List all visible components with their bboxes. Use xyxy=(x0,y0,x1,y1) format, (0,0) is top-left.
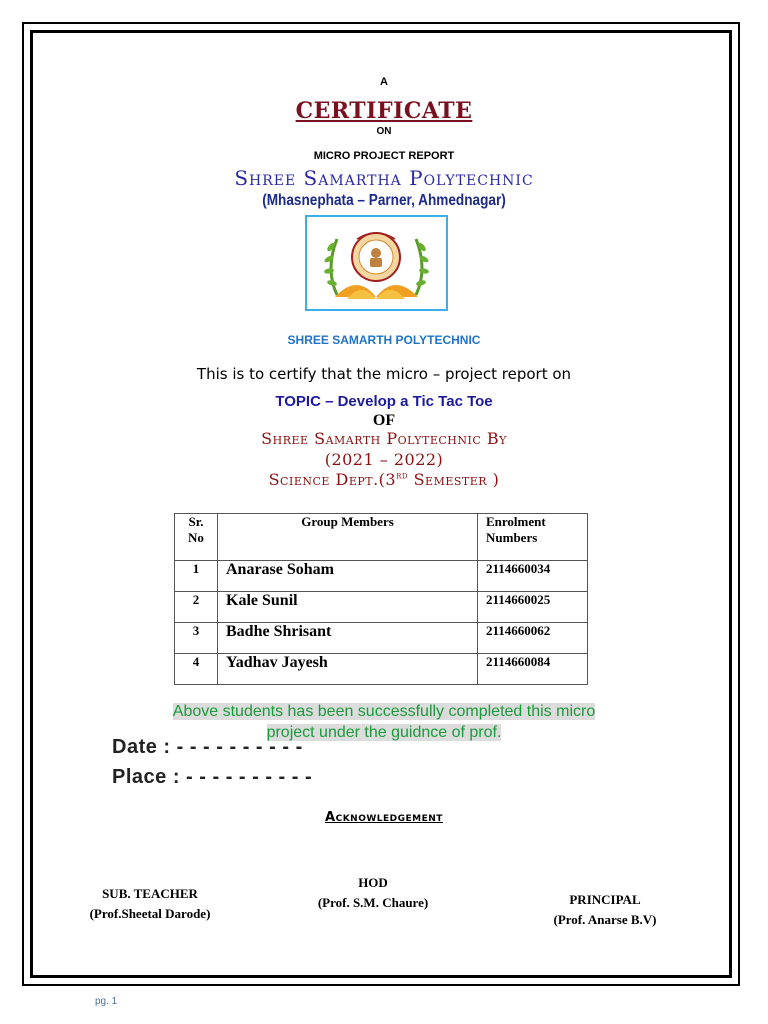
table-row xyxy=(175,654,588,685)
college-by-line: Shree Samarth Polytechnic By xyxy=(261,429,507,448)
of-label: OF xyxy=(372,412,396,429)
principal-name: (Prof. Anarse B.V) xyxy=(553,912,657,927)
report-type: MICRO PROJECT REPORT xyxy=(313,150,455,162)
table-header-row xyxy=(175,514,588,561)
cell-member-name: Badhe Shrisant xyxy=(218,623,478,654)
page-number: pg. 1 xyxy=(95,996,118,1007)
completion-note-line2: project under the guidnce of prof. xyxy=(266,724,502,741)
sub-teacher-name: (Prof.Sheetal Darode) xyxy=(89,906,211,921)
academic-year: (2021 – 2022) xyxy=(324,450,444,469)
college-logo xyxy=(305,215,448,311)
cell-member-name: Anarase Soham xyxy=(218,561,478,592)
cell-enrolment: 2114660034 xyxy=(478,561,588,592)
header-group-members: Group Members xyxy=(218,514,478,561)
date-field: Date : - - - - - - - - - - xyxy=(112,736,303,758)
cell-sr: 1 xyxy=(175,561,218,592)
college-caption: SHREE SAMARTH POLYTECHNIC xyxy=(287,333,481,347)
college-location: (Mhasnephata – Parner, Ahmednagar) xyxy=(262,192,506,209)
certificate-title: CERTIFICATE xyxy=(295,98,473,124)
cell-sr: 3 xyxy=(175,623,218,654)
table-row xyxy=(175,561,588,592)
cell-member-name: Kale Sunil xyxy=(218,592,478,623)
principal-role: PRINCIPAL xyxy=(569,892,641,907)
cell-sr: 2 xyxy=(175,592,218,623)
project-topic: TOPIC – Develop a Tic Tac Toe xyxy=(275,393,493,410)
on-label: ON xyxy=(376,126,392,137)
a-label: A xyxy=(380,76,388,88)
hod-role: HOD xyxy=(358,875,388,890)
hod-name: (Prof. S.M. Chaure) xyxy=(317,895,429,910)
cell-member-name: Yadhav Jayesh xyxy=(218,654,478,685)
cell-enrolment: 2114660025 xyxy=(478,592,588,623)
group-members-table xyxy=(174,513,588,685)
college-name: Shree Samartha Polytechnic xyxy=(234,166,534,190)
cell-enrolment: 2114660062 xyxy=(478,623,588,654)
acknowledgement-heading: Acknowledgement xyxy=(325,810,443,825)
department-line: Science Dept.(3rd Semester ) xyxy=(268,470,500,489)
completion-note-line1: Above students has been successfully completed this micro xyxy=(172,703,596,720)
place-field: Place : - - - - - - - - - - xyxy=(112,766,313,788)
sub-teacher-role: SUB. TEACHER xyxy=(102,886,198,901)
college-emblem-icon xyxy=(307,217,446,309)
header-sr-no: Sr. No xyxy=(175,514,218,561)
certify-statement: This is to certify that the micro – project report on xyxy=(196,365,572,383)
cell-enrolment: 2114660084 xyxy=(478,654,588,685)
header-enrolment: Enrolment Numbers xyxy=(478,514,588,561)
table-row xyxy=(175,592,588,623)
cell-sr: 4 xyxy=(175,654,218,685)
table-row xyxy=(175,623,588,654)
